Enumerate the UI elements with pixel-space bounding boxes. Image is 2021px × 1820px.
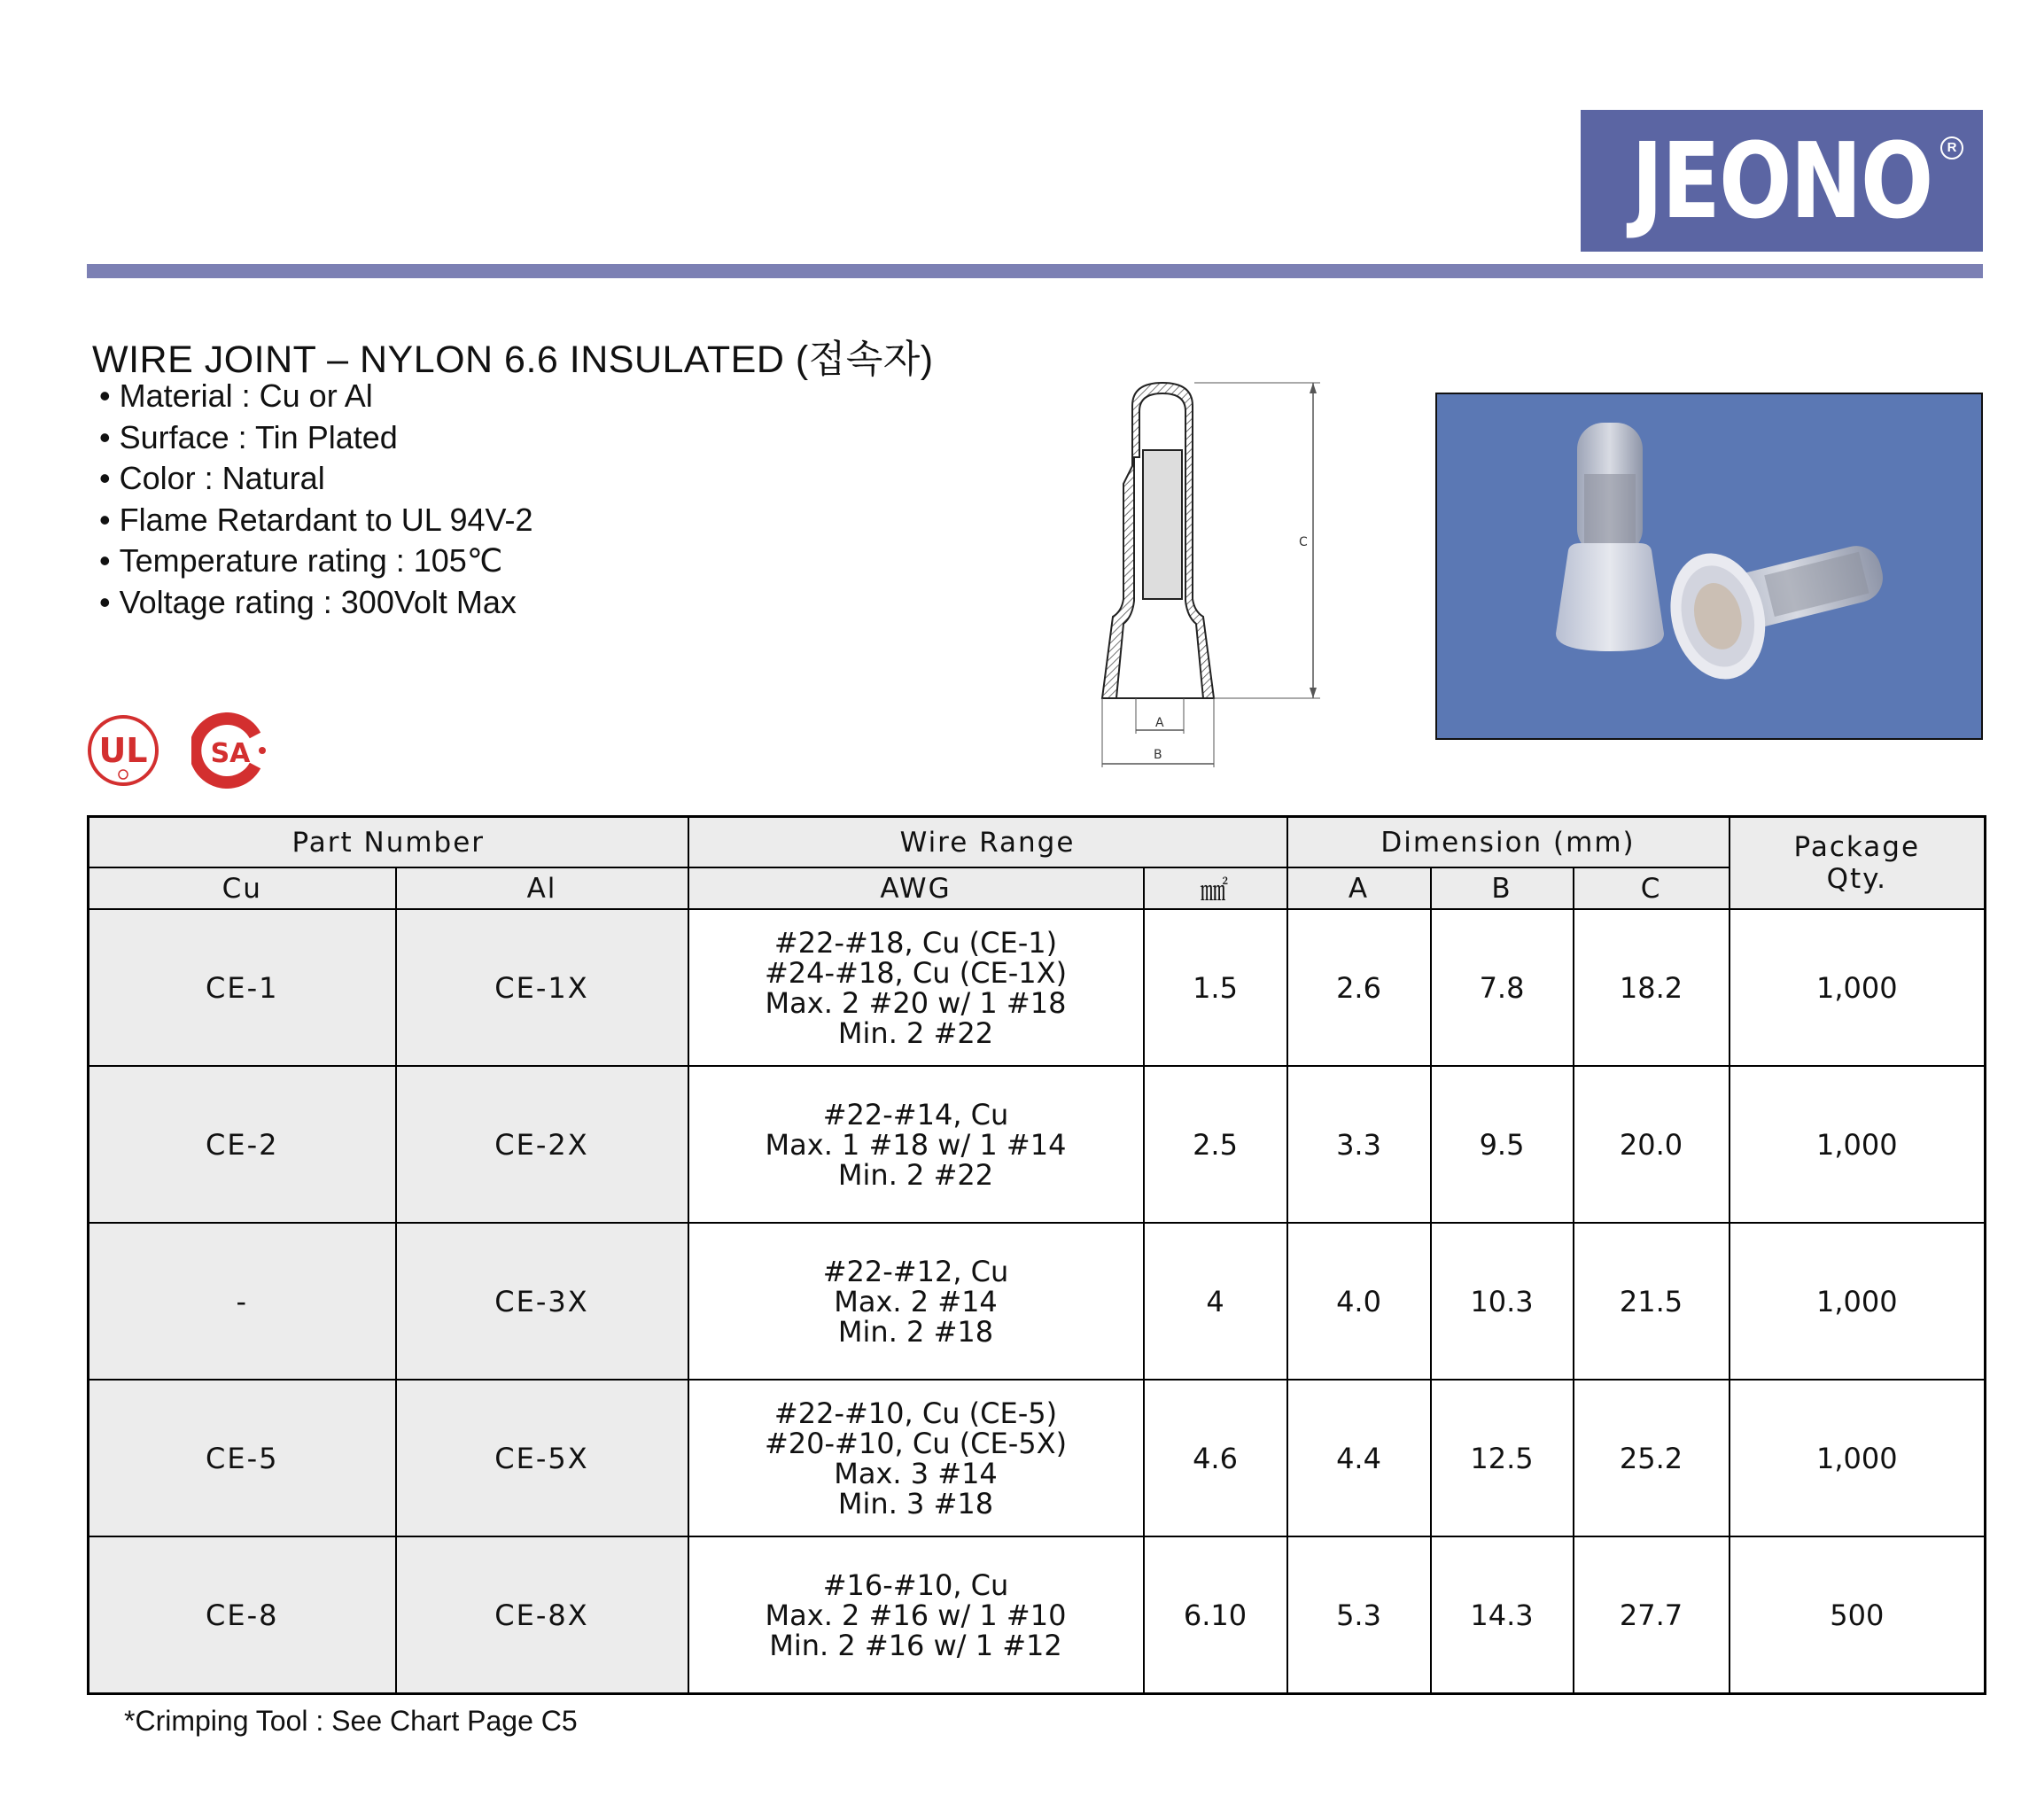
wire-joint-drawing <box>1090 377 1320 773</box>
registered-mark: R <box>1940 136 1963 159</box>
header-a: A <box>1287 867 1431 909</box>
header-package-qty <box>1730 817 1986 910</box>
spec-item: • Color : Natural <box>99 458 533 500</box>
awg-line: Max. 1 #18 w/ 1 #14 <box>765 1127 1067 1162</box>
cell-cu: CE-1 <box>89 909 396 1066</box>
cell-mm2: 4 <box>1144 1223 1287 1380</box>
cell-b: 10.3 <box>1431 1223 1574 1380</box>
cell-mm2: 4.6 <box>1144 1380 1287 1536</box>
cell-mm2: 2.5 <box>1144 1066 1287 1223</box>
awg-line: Min. 2 #16 w/ 1 #12 <box>769 1628 1062 1662</box>
header-wire-range: Wire Range <box>688 817 1287 868</box>
spec-item: • Temperature rating : 105℃ <box>99 541 533 582</box>
table-row <box>89 1066 1986 1223</box>
cell-c: 27.7 <box>1574 1536 1730 1694</box>
cell-qty: 1,000 <box>1730 909 1986 1066</box>
cell-c: 21.5 <box>1574 1223 1730 1380</box>
awg-line: Max. 2 #14 <box>834 1284 998 1318</box>
spec-item: • Surface : Tin Plated <box>99 417 533 459</box>
cell-al: CE-3X <box>396 1223 688 1380</box>
csa-mark-icon <box>191 712 268 789</box>
cell-qty: 1,000 <box>1730 1066 1986 1223</box>
cell-qty: 500 <box>1730 1536 1986 1694</box>
awg-line: #16-#10, Cu <box>822 1567 1009 1602</box>
table-row <box>89 1380 1986 1536</box>
header-row-top <box>89 817 1986 868</box>
cell-qty: 1,000 <box>1730 1223 1986 1380</box>
header-c: C <box>1574 867 1730 909</box>
header-al: Al <box>396 867 688 909</box>
awg-line: #20-#10, Cu (CE-5X) <box>764 1426 1068 1460</box>
cell-mm2: 6.10 <box>1144 1536 1287 1694</box>
cell-a: 4.0 <box>1287 1223 1431 1380</box>
cell-awg <box>688 1223 1144 1380</box>
header-cu: Cu <box>89 867 396 909</box>
cell-a: 3.3 <box>1287 1066 1431 1223</box>
awg-line: Max. 3 #14 <box>834 1456 998 1490</box>
spec-table <box>87 815 1986 1695</box>
cell-b: 14.3 <box>1431 1536 1574 1694</box>
wire-joint-photo <box>1437 394 1983 740</box>
cell-c: 18.2 <box>1574 909 1730 1066</box>
cell-cu: - <box>89 1223 396 1380</box>
cell-b: 12.5 <box>1431 1380 1574 1536</box>
header-row-sub <box>89 867 1986 909</box>
cell-al: CE-2X <box>396 1066 688 1223</box>
cell-b: 7.8 <box>1431 909 1574 1066</box>
brand-name: JEONO <box>1631 120 1932 242</box>
cell-b: 9.5 <box>1431 1066 1574 1223</box>
spec-item: • Flame Retardant to UL 94V-2 <box>99 500 533 541</box>
awg-line: #22-#14, Cu <box>822 1097 1009 1132</box>
svg-text:SA: SA <box>210 738 251 769</box>
cell-awg <box>688 1380 1144 1536</box>
brand-logo <box>1581 110 1983 252</box>
cell-al: CE-5X <box>396 1380 688 1536</box>
awg-line: Min. 3 #18 <box>837 1486 994 1521</box>
cell-a: 2.6 <box>1287 909 1431 1066</box>
cell-cu: CE-2 <box>89 1066 396 1223</box>
table-row <box>89 1536 1986 1694</box>
dimension-b-label: B <box>1154 748 1162 762</box>
cell-c: 25.2 <box>1574 1380 1730 1536</box>
cell-a: 5.3 <box>1287 1536 1431 1694</box>
header-b: B <box>1431 867 1574 909</box>
awg-line: Min. 2 #22 <box>837 1015 994 1050</box>
spec-item: • Material : Cu or Al <box>99 376 533 417</box>
header-package: Package <box>1793 831 1921 863</box>
footnote: *Crimping Tool : See Chart Page C5 <box>124 1705 578 1737</box>
cell-awg <box>688 909 1144 1066</box>
header-part-number: Part Number <box>89 817 688 868</box>
cell-awg <box>688 1066 1144 1223</box>
product-photo <box>1435 393 1983 740</box>
cell-mm2: 1.5 <box>1144 909 1287 1066</box>
product-title: WIRE JOINT – NYLON 6.6 INSULATED (접속자) <box>92 338 934 381</box>
awg-line: #22-#12, Cu <box>822 1254 1009 1288</box>
cell-awg <box>688 1536 1144 1694</box>
cell-c: 20.0 <box>1574 1066 1730 1223</box>
awg-line: #22-#10, Cu (CE-5) <box>773 1396 1058 1430</box>
spec-list <box>99 376 533 623</box>
cell-qty: 1,000 <box>1730 1380 1986 1536</box>
awg-line: Min. 2 #22 <box>837 1157 994 1192</box>
table-row <box>89 1223 1986 1380</box>
cell-al: CE-8X <box>396 1536 688 1694</box>
header-dimension: Dimension (mm) <box>1287 817 1730 868</box>
cell-cu: CE-5 <box>89 1380 396 1536</box>
cell-cu: CE-8 <box>89 1536 396 1694</box>
dimension-c-label: C <box>1299 535 1308 549</box>
cell-a: 4.4 <box>1287 1380 1431 1536</box>
header-awg: AWG <box>688 867 1144 909</box>
spec-item: • Voltage rating : 300Volt Max <box>99 582 533 624</box>
header-qty: Qty. <box>1826 863 1887 895</box>
awg-line: #22-#18, Cu (CE-1) <box>773 925 1058 960</box>
dimension-a-label: A <box>1155 716 1164 730</box>
awg-line: Max. 2 #16 w/ 1 #10 <box>765 1598 1067 1632</box>
header-rule <box>87 264 1983 278</box>
ul-mark-icon <box>87 714 159 787</box>
awg-line: Min. 2 #18 <box>837 1314 994 1349</box>
header-mm2: ㎟ <box>1144 867 1287 909</box>
awg-line: #24-#18, Cu (CE-1X) <box>764 955 1068 990</box>
svg-text:UL: UL <box>98 731 148 770</box>
table-row <box>89 909 1986 1066</box>
cell-al: CE-1X <box>396 909 688 1066</box>
awg-line: Max. 2 #20 w/ 1 #18 <box>765 985 1067 1020</box>
